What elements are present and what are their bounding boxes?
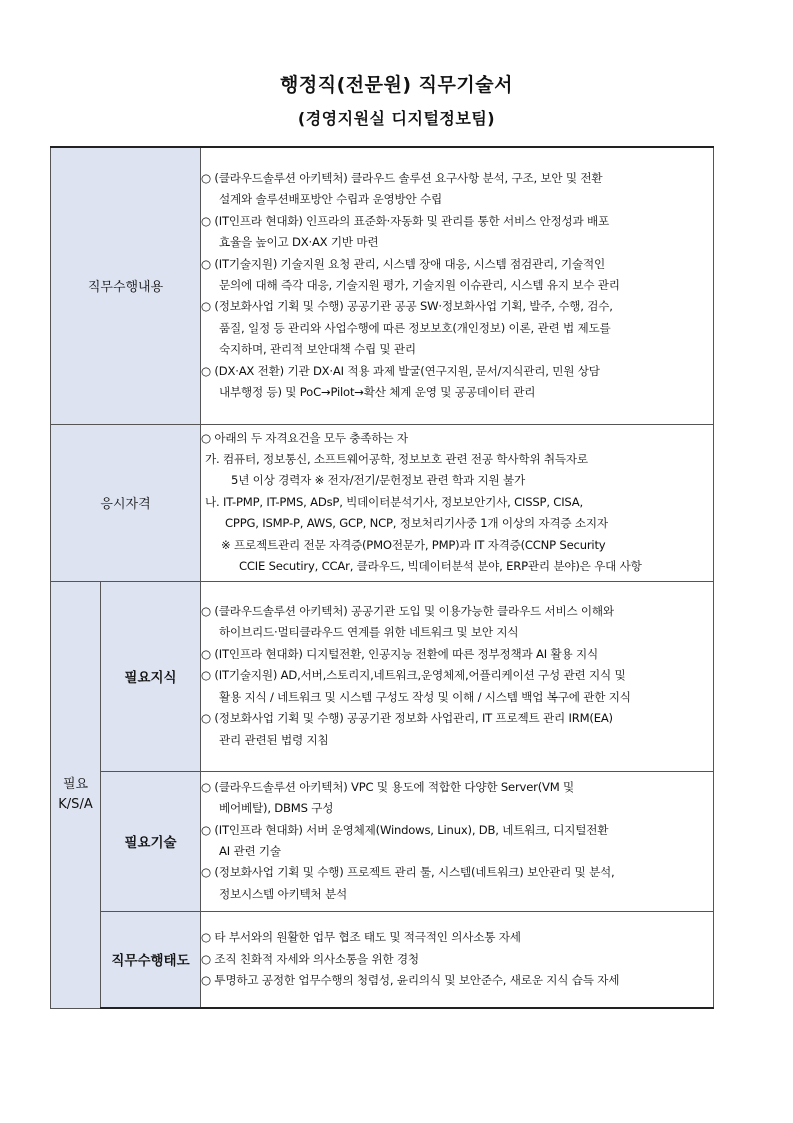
duty-content-line: ○ (IT인프라 현대화) 인프라의 표준화·자동화 및 관리를 통한 서비스 안정성과 배포 bbox=[201, 213, 610, 228]
qualification-line: ○ 아래의 두 자격요건을 모두 충족하는 자 bbox=[201, 430, 408, 445]
skills-line: AI 관련 기술 bbox=[219, 844, 281, 858]
duty-content-line: ○ (IT기술지원) 기술지원 요청 관리, 시스템 장애 대응, 시스템 점검관리, 기술적인 bbox=[201, 256, 605, 271]
knowledge-line: 하이브리드·멀티클라우드 연계를 위한 네트워크 및 보안 지식 bbox=[219, 625, 519, 640]
duty-content-line: 내부행정 등) 및 PoC→Pilot→확산 체계 운영 및 공공데이터 관리 bbox=[219, 385, 536, 400]
duty-content-line: ○ (정보화사업 기획 및 수행) 공공기관 공공 SW·정보화사업 기획, 발주, 수행, 검수, bbox=[201, 299, 613, 314]
skills-line: ○ (정보화사업 기획 및 수행) 프로젝트 관리 툴, 시스템(네트워크) 보안관리 및 분석, bbox=[201, 865, 615, 880]
qualification-row bbox=[51, 424, 714, 581]
skills-line: ○ (IT인프라 현대화) 서버 운영체제(Windows, Linux), DB, 네트워크, 디지털전환 bbox=[201, 822, 609, 837]
knowledge-line: 관리 관련된 법령 지침 bbox=[219, 732, 329, 747]
qualification-line: ※ 프로젝트관리 전문 자격증(PMO전문가, PMP)과 IT 자격증(CCNP Security bbox=[221, 537, 606, 552]
qualification-cell bbox=[201, 424, 714, 581]
attitude-line: ○ 조직 친화적 자세와 의사소통을 위한 경청 bbox=[201, 951, 419, 966]
skills-label: 필요기술 bbox=[101, 771, 201, 911]
knowledge-line: ○ (IT인프라 현대화) 디지털전환, 인공지능 전환에 따른 정부정책과 AI 활용 지식 bbox=[201, 646, 598, 661]
job-description-table bbox=[50, 146, 714, 1009]
skills-line: 정보시스템 아키텍처 분석 bbox=[219, 886, 347, 901]
qualification-line: 5년 이상 경력자 ※ 전자/전기/문헌정보 관련 학과 지원 불가 bbox=[231, 473, 525, 488]
duty-content-line: 효율을 높이고 DX·AX 기반 마련 bbox=[219, 235, 379, 250]
knowledge-line: ○ (클라우드솔루션 아키텍처) 공공기관 도입 및 이용가능한 클라우드 서비스 이해와 bbox=[201, 604, 614, 619]
duty-content-line: ○ (클라우드솔루션 아키텍처) 클라우드 솔루션 요구사항 분석, 구조, 보안 및 전환 bbox=[201, 171, 603, 186]
knowledge-line: ○ (IT기술지원) AD,서버,스토리지,네트워크,운영체제,어플리케이션 구성 관련 지식 및 bbox=[201, 668, 626, 683]
attitude-row bbox=[51, 911, 714, 1008]
attitude-line: ○ 타 부서와의 원활한 업무 협조 태도 및 적극적인 의사소통 자세 bbox=[201, 930, 521, 945]
skills-cell bbox=[201, 771, 714, 911]
ksa-label: 필요 K/S/A bbox=[51, 581, 101, 1008]
knowledge-label: 필요지식 bbox=[101, 581, 201, 771]
duty-content-line: 품질, 일정 등 관리와 사업수행에 따른 정보보호(개인정보) 이론, 관련 법 제도를 bbox=[219, 320, 611, 335]
attitude-cell bbox=[201, 911, 714, 1008]
qualification-line: 가. 컴퓨터, 정보통신, 소프트웨어공학, 정보보호 관련 전공 학사학위 취득자로 bbox=[205, 451, 588, 466]
duty-content-line: 설계와 솔루션배포방안 수립과 운영방안 수립 bbox=[219, 192, 442, 207]
document-title: 행정직(전문원) 직무기술서 bbox=[280, 74, 513, 96]
knowledge-line: 활용 지식 / 네트워크 및 시스템 구성도 작성 및 이해 / 시스템 백업 복구에 관한 지식 bbox=[219, 689, 631, 704]
duty-content-line: 문의에 대해 즉각 대응, 기술지원 평가, 기술지원 이슈관리, 시스템 유지 보수 관리 bbox=[219, 278, 620, 293]
skills-line: ○ (클라우드솔루션 아키텍처) VPC 및 용도에 적합한 다양한 Server(VM 및 bbox=[201, 779, 575, 794]
attitude-label: 직무수행태도 bbox=[101, 911, 201, 1008]
duty-content-line: ○ (DX·AX 전환) 기관 DX·AI 적용 과제 발굴(연구지원, 문서/지식관리, 민원 상담 bbox=[201, 363, 600, 378]
document-subtitle: (경영지원실 디지털정보팀) bbox=[297, 109, 496, 128]
qualification-line: CCIE Secutiry, CCAr, 클라우드, 빅데이터분석 분야, ERP관리 분야)은 우대 사항 bbox=[239, 559, 642, 574]
skills-line: 베어베탈), DBMS 구성 bbox=[219, 801, 334, 816]
skills-row bbox=[51, 771, 714, 911]
knowledge-row bbox=[51, 581, 714, 771]
duty-content-row bbox=[51, 147, 714, 424]
duty-content-label: 직무수행내용 bbox=[51, 147, 201, 424]
qualification-line: 나. IT-PMP, IT-PMS, ADsP, 빅데이터분석기사, 정보보안기사, CISSP, CISA, bbox=[205, 494, 584, 509]
qualification-label: 응시자격 bbox=[51, 424, 201, 581]
duty-content-line: 숙지하며, 관리적 보안대책 수립 및 관리 bbox=[219, 342, 416, 357]
attitude-line: ○ 투명하고 공정한 업무수행의 청렴성, 윤리의식 및 보안준수, 새로운 지식 습득 자세 bbox=[201, 972, 620, 987]
duty-content-cell bbox=[201, 147, 714, 424]
knowledge-cell bbox=[201, 581, 714, 771]
qualification-line: CPPG, ISMP-P, AWS, GCP, NCP, 정보처리기사중 1개 이상의 자격증 소지자 bbox=[225, 516, 608, 531]
knowledge-line: ○ (정보화사업 기획 및 수행) 공공기관 정보화 사업관리, IT 프로젝트 관리 IRM(EA) bbox=[201, 711, 613, 726]
